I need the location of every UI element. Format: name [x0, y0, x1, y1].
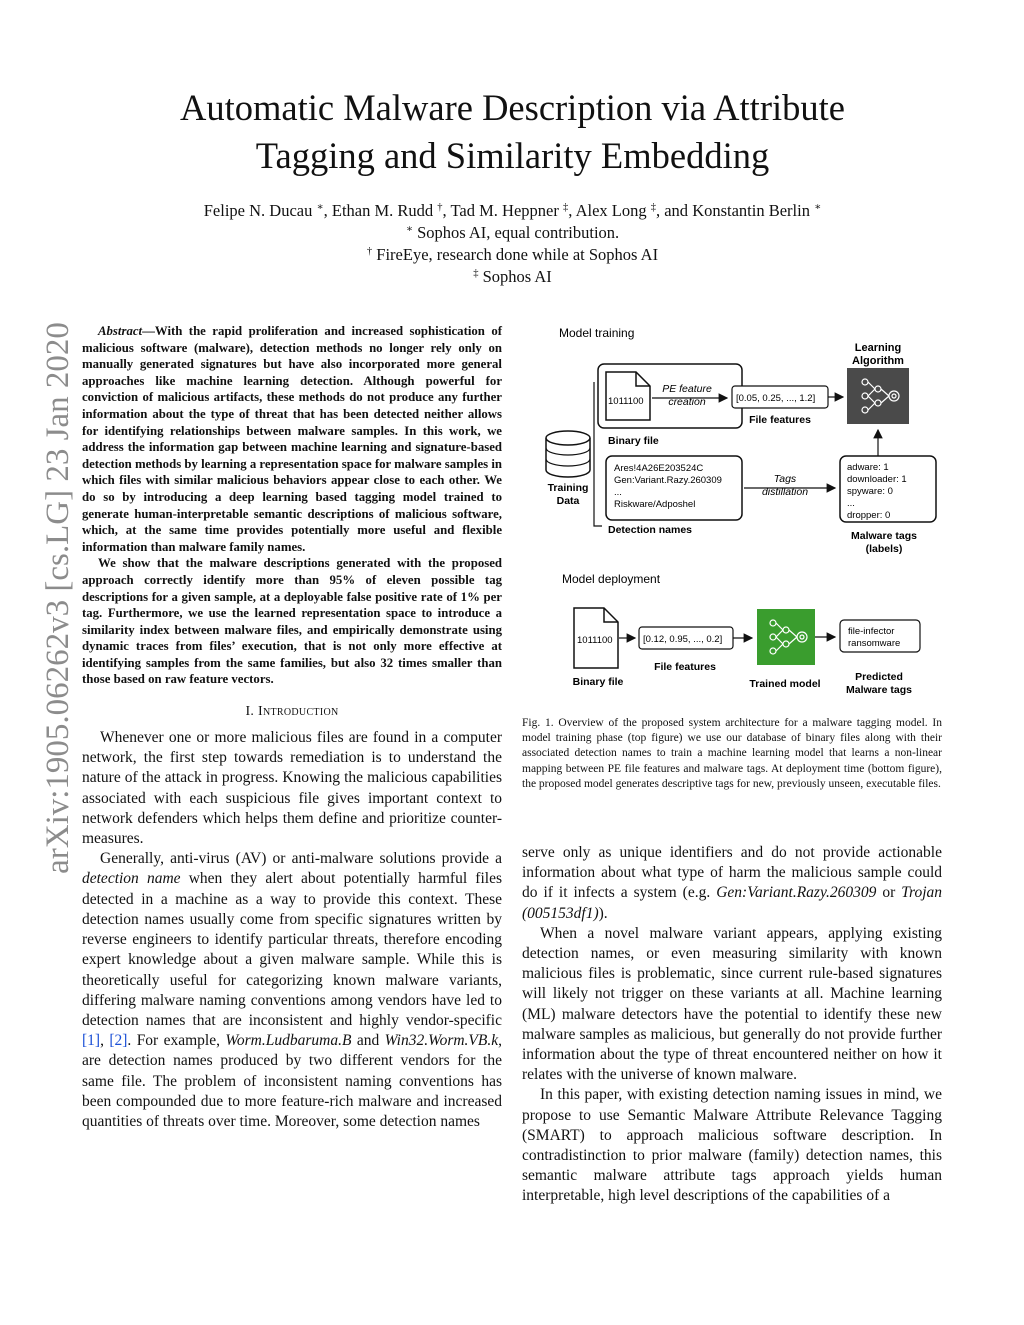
citation-link[interactable]: [2]: [109, 1032, 128, 1050]
affiliation-text: Sophos AI: [482, 267, 552, 286]
predicted-tag: file-infector: [848, 626, 895, 637]
abstract-text: With the rapid proliferation and increased sophistication of malicious software (malware), detection methods no longer rely only on manually generated signatures but have also incorporated more general approaches like machine learning detection. Although powerful for conviction of malicious artifacts, these methods do not produce any further information about the type of threat that has been detected neither allows for identifying relationships between malware samples. In this work, we address the information gap between machine learning and signature-based detection methods by learning a representation space for malware samples in which files with similar malicious behaviors appear close to each other. We do so by introducing a deep learning based tagging model trained to generate human-interpretable semantic descriptions of malicious software, which, at the same time provides potentially more useful and flexible information than malware family names.: [82, 324, 502, 554]
learning-algorithm-label: Learning: [854, 342, 902, 354]
affiliation-text: Sophos AI, equal contribution.: [417, 223, 620, 242]
left-column: [82, 323, 502, 1132]
predicted-tag: ransomware: [848, 638, 901, 649]
abstract-paragraph: We show that the malware descriptions generated with the proposed approach correctly identify more than 95% of eleven possible tag descriptions for a given sample, at a deployable false positive rate of 1% per tag. Furthermore, we use the learned representation space to introduce a similarity index between malware files, and empirically demonstrate using dynamic traces from files’ execution, that is not only more effective at identifying samples from the same families, but also 32 times smaller than those based on raw feature vectors.: [82, 556, 502, 687]
affiliation: [100, 244, 925, 266]
author-mark: ‡: [562, 202, 569, 214]
file-features-label: File features: [749, 414, 811, 426]
learning-algorithm-box: [847, 368, 909, 424]
body-text: or: [876, 884, 902, 902]
predicted-tags-label: Predicted: [855, 671, 903, 683]
emphasis-text: Trojan (005153df1): [522, 884, 943, 922]
abstract-heading: Abstract: [98, 324, 143, 338]
author-name: Konstantin Berlin: [692, 201, 810, 220]
detection-name: Gen:Variant.Razy.260309: [614, 475, 722, 486]
affiliation: [100, 222, 925, 244]
tags-distillation-label: distillation: [761, 486, 809, 498]
author-name: Alex Long: [575, 201, 647, 220]
figure-1: [522, 320, 947, 712]
deploy-features-vector: [0.12, 0.95, ..., 0.2]: [643, 634, 723, 645]
training-data-label: Data: [556, 495, 580, 507]
malware-tags-label: Malware tags: [851, 530, 917, 542]
binary-file-label: Binary file: [608, 435, 659, 447]
introduction-body: [82, 728, 502, 1132]
trained-model-label: Trained model: [749, 678, 821, 690]
body-paragraph: [522, 843, 942, 924]
body-text: ).: [598, 904, 608, 922]
training-data-label: Training: [547, 482, 589, 494]
pe-feature-label: PE feature: [662, 383, 712, 395]
author-mark: ∗: [316, 202, 324, 214]
author-mark: †: [437, 202, 443, 214]
right-column: [522, 843, 942, 1207]
body-text: ,: [100, 1032, 110, 1050]
paper-title: [110, 84, 915, 180]
malware-tag: spyware: 0: [847, 486, 893, 497]
learning-algorithm-label: Algorithm: [852, 355, 904, 367]
pe-feature-label: creation: [668, 396, 706, 408]
malware-tag: downloader: 1: [847, 474, 907, 485]
author-name: Tad M. Heppner: [450, 201, 559, 220]
body-text: , are detection names produced by two different vendors for the same file. The problem of inconsistent naming conventions has been compounded due to more feature-rich malware and increased quantities of threats over time. Moreover, some detection names: [82, 1032, 502, 1130]
arxiv-identifier: arXiv:1905.06262v3 [cs.LG] 23 Jan 2020: [40, 322, 76, 874]
predicted-tags-label: Malware tags: [846, 684, 912, 696]
body-paragraph: In this paper, with existing detection naming issues in mind, we propose to use Semantic Malware Attribute Relevance Tagging (SMART) to approach malicious software description. In contradistinction to prior malware (family) detection names, this semantic malware attribute tags approach yields human interpretable, high level descriptions of the capabilities of a: [522, 1086, 942, 1205]
deploy-binary-file-label: Binary file: [572, 676, 624, 688]
citation-link[interactable]: [1]: [82, 1032, 101, 1050]
architecture-diagram: [522, 320, 947, 712]
abstract-dash: —: [142, 324, 155, 338]
author-name: Felipe N. Ducau: [203, 201, 313, 220]
body-paragraph: Whenever one or more malicious files are found in a computer network, the first step towards remediation is to understand the nature of the attack in progress. Knowing the malicious capabilities associated with each suspicious file gives important context to network defenders which helps them define and prioritize counter-measures.: [82, 729, 502, 848]
model-training-title: Model training: [559, 326, 635, 340]
author-separator: ,: [655, 201, 665, 220]
affiliation-mark: †: [366, 246, 373, 258]
malware-tags-label: (labels): [865, 543, 903, 555]
body-text: . For example,: [127, 1032, 226, 1050]
affiliation-mark: ∗: [405, 224, 413, 236]
detection-name: ...: [614, 487, 622, 498]
trained-model-box: [757, 609, 815, 665]
emphasis-text: Gen:Variant.Razy.260309: [716, 884, 877, 902]
figure-caption: Fig. 1. Overview of the proposed system architecture for a malware tagging model. In model training phase (top figure) we use our database of binary files along with their associated detection names to train a machine learning model that learns a non-linear mapping between PE file features and malware tags. At deployment time (bottom figure), the proposed model generates descriptive tags for new, previously unseen, executable files.: [522, 717, 942, 790]
affiliation-mark: ‡: [473, 268, 479, 280]
model-deployment-title: Model deployment: [562, 572, 661, 586]
emphasis-text: Worm.Ludbaruma.B: [225, 1032, 352, 1050]
body-text: and: [351, 1032, 385, 1050]
abstract: [82, 323, 502, 688]
author-mark: ∗: [814, 202, 822, 214]
title-line-2: Tagging and Similarity Embedding: [255, 135, 770, 176]
body-text: serve only as unique identifiers and do not provide actionable information about what type of harm the malicious sample could do if it infects a system (e.g.: [522, 844, 942, 902]
detection-names-label: Detection names: [608, 524, 693, 536]
affiliation-text: FireEye, research done while at Sophos AI: [376, 245, 659, 264]
title-line-1: Automatic Malware Description via Attribute: [180, 87, 845, 128]
detection-name: Ares!4A26E203524C: [614, 463, 704, 474]
malware-tag: adware: 1: [847, 462, 889, 473]
body-paragraph: When a novel malware variant appears, applying existing detection names, or even measuring similarity with known malicious files is problematic, since current rule-based signatures will likely not trigger on these variants at all. Machine learning (ML) malware detectors have the potential to identify these new malware samples as malicious, but generally do not provide further information about the type of threat encountered neither on how it relates with the universe of known malware.: [522, 924, 942, 1084]
author-separator: ,: [442, 201, 451, 220]
affiliation: [100, 266, 925, 288]
tags-distillation-label: Tags: [773, 473, 797, 485]
author-block: [100, 200, 925, 288]
body-text: Generally, anti-virus (AV) or anti-malware solutions provide a: [100, 850, 502, 868]
author-mark: ‡: [650, 202, 656, 214]
author-list: [100, 200, 925, 222]
features-vector: [0.05, 0.25, ..., 1.2]: [736, 393, 816, 404]
author-and: and: [664, 201, 693, 220]
detection-name: Riskware/Adposhel: [614, 499, 696, 510]
emphasis-text: detection name: [82, 870, 181, 888]
author-name: Ethan M. Rudd: [331, 201, 434, 220]
binary-value: 1011100: [608, 396, 644, 407]
deploy-binary-value: 1011100: [577, 635, 613, 646]
malware-tag: dropper: 0: [847, 510, 891, 521]
emphasis-text: Win32.Worm.VB.k: [384, 1032, 499, 1050]
body-text: when they alert about potentially harmful files detected in a machine as a way to provide this context. These detection names usually come from specific signatures written by reverse engineers to identify particular threats, therefore encoding expert knowledge about a given malware sample. While this is theoretically useful for categorizing known malware variants, differing malware naming conventions among vendors have led to detection names that are inconsistent and highly vendor-specific: [82, 870, 502, 1029]
abstract-paragraph: [82, 323, 502, 555]
body-paragraph: [82, 849, 502, 1132]
section-heading-introduction: I. Introduction: [245, 704, 339, 720]
database-icon: [546, 431, 590, 477]
author-separator: ,: [568, 201, 576, 220]
deploy-file-features-label: File features: [654, 661, 716, 673]
author-separator: ,: [323, 201, 332, 220]
malware-tag: ...: [847, 498, 855, 509]
